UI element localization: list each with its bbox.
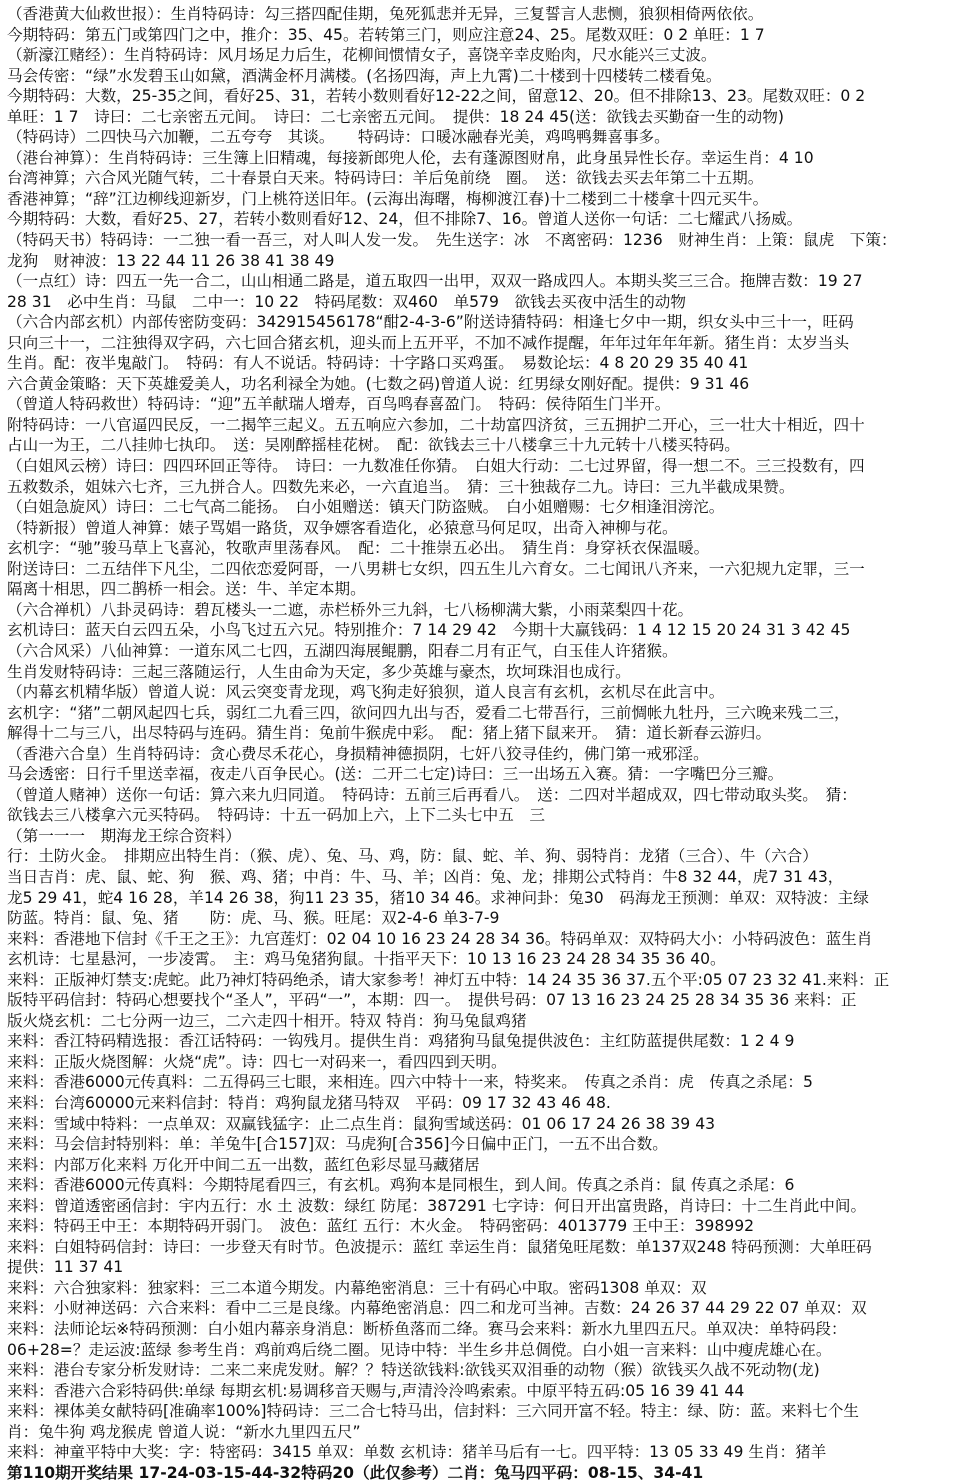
text-line: 第110期开奖结果 17-24-03-15-44-32特码20（此仅参考）二肖：兔马四平码：08-15、34-41 [7,1463,704,1482]
text-line: （特码天书）特码诗：一二独一看一吾三，对人叫人发一发。 先生送字：冰 不离密码：1236 财神生肖：上策：鼠虎 下策： [7,231,897,250]
text-line: 来料：台湾60000元来料信封：特肖：鸡狗鼠龙猪马特双 平码：09 17 32 43 46 48. [7,1093,611,1112]
text-line: 今期特码：第五门或第四门之中，推介：35、45。若转第三门，则应注意24、25。尾数双旺：0 2 单旺：1 7 [7,25,765,44]
text-line: 台湾神算；六合风光随气转，二十春景白天来。特码诗曰：羊后兔前绕 圈。 送：欲钱去买去年第二十五期。 [7,169,764,188]
text-line: （六合内部玄机）内部传密防变码：342915456178“酣2-4-3-6”附送诗猜特码：相逢七夕中一期，织女头中三十一，旺码 [7,313,854,332]
text-line: （六合禅机）八卦灵码诗：碧瓦楼头一二遮，赤栏桥外三九斜，七八杨柳满大紫，小雨菜梨四十花。 [7,600,694,619]
text-line: 来料：港台专家分析发财诗：二来二来虎发财。解？？特送欲钱料:欲钱买双泪垂的动物（猴）欲钱买久战不死动物(龙) [7,1361,820,1380]
text-line: 马会透密：日行千里送幸福，夜走八百争民心。(送：二开二七定)诗曰：三一出场五入赛。猜：一字嘴巴分三瓣。 [7,765,784,784]
text-line: （特码诗）二四快马六加鞭，二五夸夸 其谈。 特码诗：口暖冰融春光美，鸡鸣鸭舞喜事多。 [7,128,670,147]
text-line: （香港黄大仙救世报）：生肖特码诗：勾三搭四配佳期，兔死狐悲并无异，三复誓言人悲恻，狼狈相倚两依依。 [7,5,764,23]
text-line: 06+28=？走运波:蓝绿 参考生肖：鸡前鸡后绕二圈。见诗中特：半生乡井总倜傥。白小姐一言来料：山中瘦虎雄心在。 [7,1340,832,1359]
text-line: （六合风采）八仙神算：一道东风二七四，五湖四海展鲲鹏，阳春二月有正气，白玉佳人许猪猴。 [7,641,678,660]
text-line: 28 31 必中生肖：马鼠 二中一：10 22 特码尾数：双460 单579 欲钱去买夜中活生的动物 [7,292,686,311]
text-line: （港台神算）：生肖特码诗：三生簿上旧精魂，每接新郎兜人伦，去有蓬源图财帛，此身虽异性长存。幸运生肖：4 10 [7,148,814,167]
text-line: （特新报）曾道人神算：婊子骂娼一路货，双争嫖客看造化，必猿意马何足叹，出奇入神柳与花。 [7,518,678,537]
text-line: （新濠江赌经）：生肖特码诗：风月场足力后生，花柳间惯情女子，喜饶辛幸皮贻肉，尺水能兴三丈波。 [7,46,717,65]
text-line: 来料：马会信封特别料：单：羊兔牛[合157]双：马虎狗[合356]今日偏中正门，一五不出合数。 [7,1135,668,1154]
text-line: 来料：神童平特中大奖：字：特密码：3415 单双：单数 玄机诗：猪羊马后有一七。四平特：13 05 33 49 生肖：猪羊 [7,1443,827,1462]
text-line: 来料：正版火烧图解：火烧“虎”。诗：四七一对码来一，看四四到天明。 [7,1052,507,1071]
text-line: （香港六合皇）生肖特码诗：贪心费尽禾花心，身损精神德损阴，七奸八狡寻佳约，佛门第一戒邪淫。 [7,744,709,763]
text-line: （曾道人赌神）送你一句话：算六来九归同道。 特码诗：五前三后再看八。 送：二四对半超成双，四七带动取头奖。 猜： [7,785,857,804]
text-line: 肖：兔牛狗 鸡龙猴虎 曾道人说：“新水九里四五尺” [7,1422,361,1441]
newspaper-page [7,4,953,1482]
text-line: （一点红）诗：四五一先一合二，山山相通二路是，道五取四一出甲，双双一路成四人。本期头奖三三合。拖牌吉数：19 27 [7,272,863,291]
text-line: 版特平码信封：特码心想要找个“圣人”，平码“一”，本期：四一。 提供号码：07 13 16 23 24 25 28 34 35 36 来料：正 [7,991,857,1010]
text-line: 龙5 29 41，蛇4 16 28，羊14 26 38，狗11 23 35，猪10 34 46。求神问卦：兔30 码海龙王预测：单双：双特波：主绿 [7,888,869,907]
text-line: 来料：香港6000元传真料：二五得码三七眼，来相连。四六中特十一来，特奖来。 传真之杀肖：虎 传真之杀尾：5 [7,1073,813,1092]
text-line: 附送诗曰：二五结伴下凡尘，二四依恋爱阿哥，一八男耕七女织，四五生儿六育女。二七闻讯八齐来，一六犯规九定罪，三一 [7,559,865,578]
text-line: 提供：11 37 41 [7,1258,124,1277]
text-line: 来料：小财神送码：六合来料：看中二三是良缘。内幕绝密消息：四二和龙可当神。吉数：24 26 37 44 29 22 07 单双：双 [7,1299,867,1318]
text-line: （白姐急旋风）诗曰：二七气高二能扬。 白小姐赠送：镇天门防盗贼。 白小姐赠赐：七夕相逢泪滂沱。 [7,498,725,517]
text-line: 解得十二与三八，出尽特码与连码。猜生肖：兔前牛猴虎中彩。 配：猪上猪下鼠来开。 猜：道长新春云游归。 [7,724,772,743]
text-line: 欲钱去三八楼拿六元买特码。 特码诗：十五一码加上六，上下二头七中五 三 [7,806,545,825]
text-line: 玄机字：“驰”骏马草上飞喜沁，牧歌声里荡春风。 配：二十推崇五必出。 猜生肖：身穿袄衣保温暖。 [7,539,710,558]
text-line: 来料：香港六合彩特码供:单绿 每期玄机:易调移音天赐与,声清泠泠鸣索索。中原平特五码:05 16 39 41 44 [7,1381,745,1400]
text-line: 六合黄金策略：天下英雄爱美人，功名利禄全为她。(七数之码)曾道人说：红男绿女刚好配。提供：9 31 46 [7,374,750,393]
text-line: 来料：雪域中特料：一点单双：双赢钱猛字：止二点生肖：鼠狗雪域送码：01 06 17 24 26 38 39 43 [7,1114,716,1133]
text-line: （内幕玄机精华版）曾道人说：风云突变青龙现，鸡飞狗走好狼狈，道人良言有玄机，玄机尽在此言中。 [7,683,725,702]
text-line: 来料：香江特码精选报：香江话特码：一钩残月。提供生肖：鸡猪狗马鼠兔提供波色：主红防蓝提供尾数：1 2 4 9 [7,1032,795,1051]
text-line: 占山一为王，二八挂帅七执印。 送：吴刚醉摇桂花树。 配：欲钱去三十八楼拿三十九元转十八楼买特码。 [7,436,740,455]
text-line: 来料：曾道透密函信封：宇内五行：水 土 波数：绿红 防尾：387291 七字诗：何日开出富贵路，肖诗曰：十二生肖此中间。 [7,1196,867,1215]
text-line: 玄机诗：七星悬河，一步凌霄。 主：鸡马兔猪狗鼠。十指平天下：10 13 16 23 24 28 34 35 36 40。 [7,950,726,969]
text-line: 行：土防火金。 排期应出特生肖：（猴、虎）、兔、马、鸡，防：鼠、蛇、羊、狗、弱特肖：龙猪（三合）、牛（六合） [7,847,818,866]
text-line: 来料：特码王中王：本期特码开弱门。 波色：蓝红 五行：木火金。 特码密码：4013779 王中王：398992 [7,1217,755,1236]
text-line: 来料：内部万化来料 万化开中间二五一出数，蓝红色彩尽显马藏猪居 [7,1155,480,1174]
text-line: 隔离十相思，四二鹊桥一相会。送：牛、羊定本期。 [7,580,366,599]
text-line: 防蓝。特肖：鼠、兔、猪 防：虎、马、猴。旺尾：双2-4-6 单3-7-9 [7,909,500,928]
text-line: 来料：法师论坛※特码预测：白小姐内幕亲身消息：断桥鱼落而二绛。赛马会来料：新水九里四五尺。单双决：单特码段： [7,1320,847,1338]
text-line: 只向三十一，二注独得双字码，六七回合猪玄机，迎头而上五开平，不加不减作提醒，年年过年年年新。猪生肖：太岁当头 [7,333,850,352]
text-line: 来料：香港6000元传真料：今期特尾看四三，有玄机。鸡狗本是同根生，到人间。传真之杀肖：鼠 传真之杀尾：6 [7,1176,795,1195]
text-line: 当日吉肖：虎、鼠、蛇、狗 猴、鸡、猪；中肖：牛、马、羊；凶肖：兔、龙；排期公式特肖：牛8 32 44，虎7 31 43， [7,867,844,886]
text-line: （白姐风云榜）诗曰：四四环回正等待。 诗曰：一九数准任你猜。 白姐大行动：二七过界留，得一想二不。三三投数有，四 [7,457,865,476]
text-line: 马会传密：“绿”水发碧玉山如黛，酒满金杯月满楼。(名扬四海，声上九霄)二十楼到十四楼转二楼看兔。 [7,66,722,85]
text-line: （第一一一 期海龙王综合资料） [7,826,241,845]
text-line: （曾道人特码救世）特码诗：“迎”五羊献瑞人增寿，百鸟鸣春喜盈门。 特码：侯待陌生门半开。 [7,395,671,414]
text-line: 生肖。配：夜半鬼敲门。 特码：有人不说话。特码诗：十字路口买鸡蛋。 易数论坛：4 8 20 29 35 40 41 [7,354,749,373]
text-line: 五救数杀，姐妹六七齐，三九拼合人。四数先来必，一六直追当。 猜：三十独裁存二九。诗曰：三九半截成果赞。 [7,477,795,496]
text-line: 玄机诗曰：蓝天白云四五朵，小鸟飞过五六兄。特别推介：7 14 29 42 今期十大赢钱码：1 4 12 15 20 24 31 3 42 45 [7,621,851,640]
text-line: 附特码诗：一八官逼四民反，一二揭竿三起义。五五响应六参加，二十劫富四济贫，三五拥护二开心，三一壮大十相近，四十 [7,415,865,434]
text-line: 来料：六合独家料：独家料：三二本道今期发。内幕绝密消息：三十有码心中取。密码1308 单双：双 [7,1278,707,1297]
text-line: 来料：裸体美女献特码[准确率100%]特码诗：三二合七特马出，信封料：三六同开富不轻。特主：绿、防：蓝。来料七个生 [7,1402,860,1421]
text-line: 生肖发财特码诗：三起三落随运行，人生由命为天定，多少英雄与豪杰，坎坷珠泪也成行。 [7,662,631,681]
text-line: 来料：白姐特码信封：诗曰：一步登天有时节。色波提示：蓝红 幸运生肖：鼠猪兔旺尾数：单137双248 特码预测：大单旺码 [7,1237,872,1256]
text-line: 版火烧玄机：二七分两一边三，二六走四十相开。特双 特肖：狗马兔鼠鸡猪 [7,1011,527,1030]
text-line: 香港神算；“辞”江边柳线迎新岁，门上桃符送旧年。(云海出海曙，梅柳渡江春)十二楼到二十楼拿十四元买牛。 [7,189,769,208]
text-line: 今期特码：大数，看好25、27，若转小数则看好12、24，但不排除7、16。曾道人送你一句话：二七耀武八扬威。 [7,210,803,229]
text-line: 来料：香港地下信封《千王之王》：九宫莲灯：02 04 10 16 23 24 28 34 36。特码单双：双特码大小：小特码波色：蓝生肖 [7,929,873,948]
text-line: 单旺：1 7 诗曰：二七亲密五元间。 诗曰：二七亲密五元间。 提供：18 24 45(送：欲钱去买勤奋一生的动物) [7,107,784,126]
text-line: 玄机字：“猪”二朝风起四七兵，弱红二九看三四，欲问四九出与否，爱看二七带吾行，三前惆帐九牡丹，三六晚来残二三， [7,703,850,722]
text-line: 龙狗 财神波：13 22 44 11 26 38 41 38 49 [7,251,335,270]
text-line: 今期特码：大数，25-35之间，看好25、31，若转小数则看好12-22之间，留意12、20。但不排除13、23。尾数双旺：0 2 [7,87,866,106]
text-lines [7,4,953,1483]
text-line: 来料：正版神灯禁支:虎蛇。此乃神灯特码绝杀，请大家参考！神灯五中特：14 24 35 36 37.五个平:05 07 23 32 41.来料：正 [7,970,890,989]
